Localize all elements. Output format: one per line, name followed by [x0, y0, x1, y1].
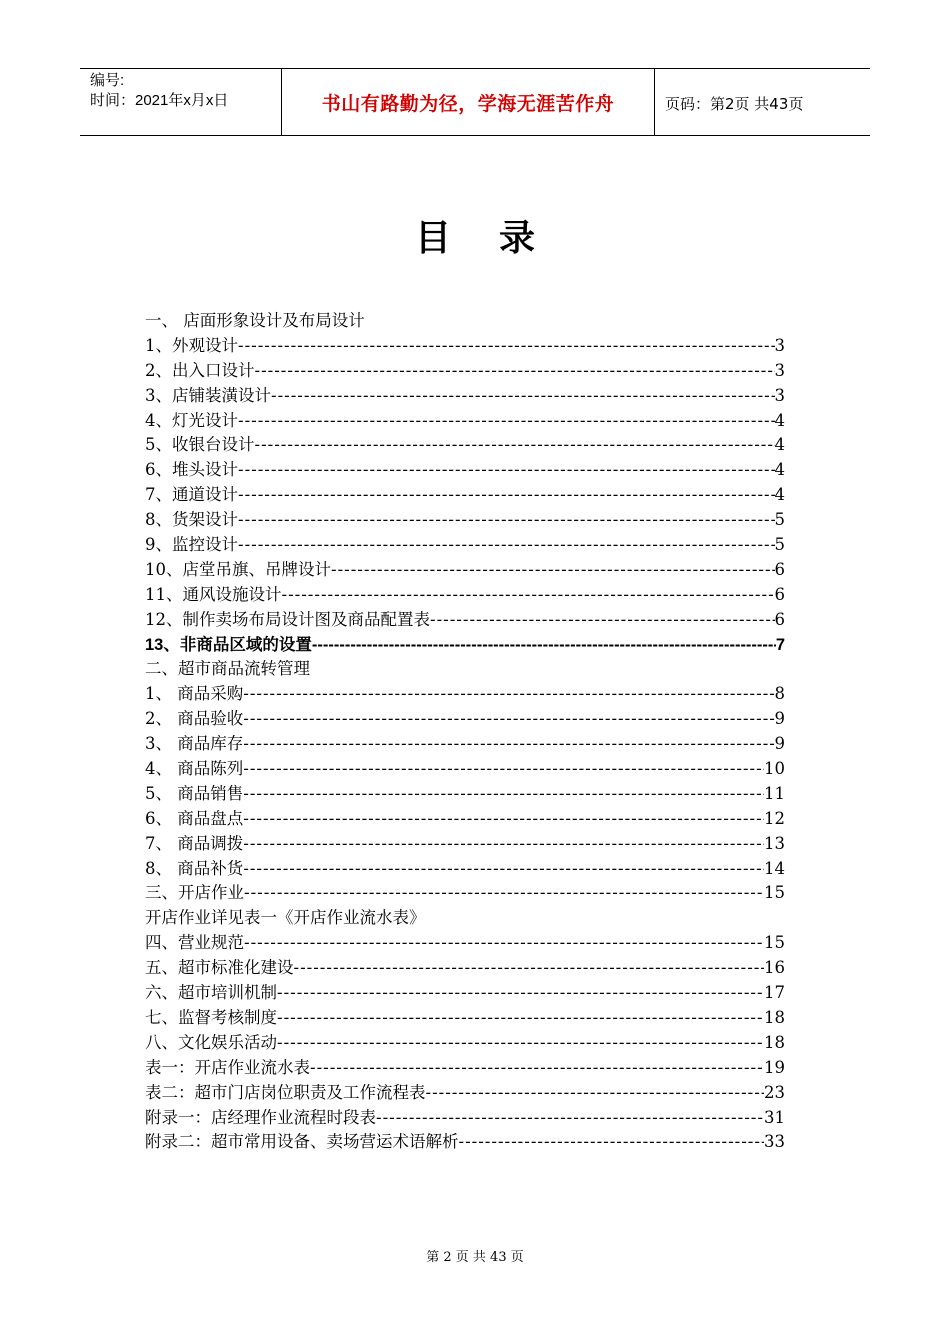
toc-page-number: 4: [774, 410, 785, 430]
toc-entry[interactable]: [145, 855, 785, 880]
toc-entry-title: 9、监控设计: [145, 535, 238, 555]
toc-leader: [282, 581, 775, 609]
toc-entry-title: 二、超市商品流转管理: [145, 659, 310, 679]
toc-entry-title: 4、 商品陈列: [145, 759, 244, 779]
toc-entry[interactable]: [145, 979, 785, 1004]
toc-entry-title: 11、通风设施设计: [145, 584, 282, 604]
toc-entry[interactable]: [145, 481, 785, 506]
toc-leader: [243, 680, 774, 708]
toc-entry-title: 1、 商品采购: [145, 684, 244, 704]
header-page-info: 页码：第2页 共43页: [665, 95, 804, 113]
toc-page-number: 18: [764, 1007, 785, 1027]
toc-page-number: 3: [774, 385, 785, 405]
toc-entry-title: 5、 商品销售: [145, 783, 244, 803]
toc-page-number: 18: [764, 1032, 785, 1052]
page-footer: 第 2 页 共 43 页: [426, 1250, 524, 1265]
toc-page-number: 9: [774, 709, 785, 729]
toc-entry-title: 表二：超市门店岗位职责及工作流程表: [145, 1082, 426, 1102]
toc-entry-title: 七、监督考核制度: [145, 1007, 277, 1027]
toc-page-number: 9: [774, 734, 785, 754]
toc-leader: [271, 382, 775, 410]
table-of-contents: [145, 307, 785, 1153]
toc-leader: [238, 456, 775, 484]
toc-entry[interactable]: [145, 879, 785, 904]
toc-entry-title: 三、开店作业: [145, 883, 244, 903]
toc-page-number: 12: [764, 808, 785, 828]
title-char: 录: [499, 218, 536, 259]
toc-page-number: 6: [774, 609, 785, 629]
header-meta: [90, 71, 228, 111]
toc-entry[interactable]: [145, 1128, 785, 1153]
toc-entry-title: 附录一：店经理作业流程时段表: [145, 1107, 376, 1127]
toc-entry-title: 一、 店面形象设计及布局设计: [145, 311, 365, 330]
toc-entry-title: 2、出入口设计: [145, 360, 255, 380]
toc-entry[interactable]: [145, 1104, 785, 1129]
toc-leader: [312, 631, 776, 659]
toc-entry-title: 4、灯光设计: [145, 410, 238, 430]
toc-page-number: 16: [764, 958, 785, 978]
toc-leader: [331, 556, 775, 584]
toc-entry[interactable]: [145, 556, 785, 581]
toc-entry[interactable]: [145, 606, 785, 631]
toc-entry-title: 表一：开店作业流水表: [145, 1057, 310, 1077]
toc-leader: [277, 1004, 764, 1032]
toc-page-number: 4: [774, 485, 785, 505]
toc-leader: [277, 979, 764, 1007]
toc-page-number: 33: [764, 1132, 785, 1152]
toc-entry[interactable]: [145, 830, 785, 855]
toc-entry[interactable]: [145, 506, 785, 531]
toc-entry-title: 7、 商品调拨: [145, 833, 244, 853]
toc-entry-title: 六、超市培训机制: [145, 983, 277, 1003]
page-title: [0, 210, 950, 261]
toc-entry-title: 5、收银台设计: [145, 435, 255, 455]
toc-leader: [238, 531, 775, 559]
toc-entry-title: 1、外观设计: [145, 335, 238, 355]
toc-entry-title: 6、 商品盘点: [145, 808, 244, 828]
toc-leader: [426, 1079, 765, 1107]
toc-entry[interactable]: [145, 1004, 785, 1029]
toc-page-number: 6: [774, 559, 785, 579]
number-label: 编号:: [90, 72, 125, 89]
toc-entry-title: 8、 商品补货: [145, 858, 244, 878]
toc-page-number: 6: [774, 584, 785, 604]
toc-entry[interactable]: [145, 805, 785, 830]
toc-entry[interactable]: [145, 382, 785, 407]
toc-entry-title: 12、制作卖场布局设计图及商品配置表: [145, 609, 430, 629]
toc-page-number: 4: [774, 435, 785, 455]
toc-entry[interactable]: [145, 755, 785, 780]
toc-entry-title: 2、 商品验收: [145, 709, 244, 729]
toc-entry[interactable]: [145, 655, 785, 680]
toc-leader: [294, 954, 765, 982]
toc-page-number: 15: [764, 883, 785, 903]
toc-entry[interactable]: [145, 904, 785, 929]
toc-entry[interactable]: [145, 531, 785, 556]
toc-page-number: 31: [764, 1107, 785, 1127]
toc-leader: [376, 1104, 764, 1132]
toc-entry[interactable]: [145, 680, 785, 705]
toc-page-number: 5: [774, 510, 785, 530]
toc-entry[interactable]: [145, 929, 785, 954]
toc-page-number: 19: [764, 1057, 785, 1077]
toc-entry-title: 3、 商品库存: [145, 734, 244, 754]
toc-leader: [277, 1029, 764, 1057]
toc-leader: [243, 755, 764, 783]
toc-entry-title: 6、堆头设计: [145, 460, 238, 480]
toc-entry-title: 八、文化娱乐活动: [145, 1032, 277, 1052]
toc-leader: [430, 606, 775, 634]
toc-entry[interactable]: [145, 780, 785, 805]
toc-entry[interactable]: [145, 407, 785, 432]
toc-entry-title: 3、店铺装潢设计: [145, 385, 271, 405]
toc-leader: [244, 879, 764, 907]
toc-entry[interactable]: [145, 431, 785, 456]
toc-page-number: 4: [774, 460, 785, 480]
toc-page-number: 11: [764, 783, 785, 803]
toc-entry[interactable]: [145, 730, 785, 755]
toc-page-number: 17: [764, 983, 785, 1003]
toc-leader: [244, 929, 764, 957]
toc-page-number: 8: [774, 684, 785, 704]
toc-entry[interactable]: [145, 581, 785, 606]
toc-entry[interactable]: [145, 357, 785, 382]
toc-leader: [255, 431, 775, 459]
toc-entry[interactable]: [145, 1029, 785, 1054]
toc-leader: [310, 1054, 764, 1082]
document-header: [80, 68, 870, 136]
toc-leader: [243, 705, 774, 733]
toc-leader: [238, 481, 775, 509]
toc-entry-title: 8、货架设计: [145, 510, 238, 530]
toc-entry-title: 7、通道设计: [145, 485, 238, 505]
toc-page-number: 13: [764, 833, 785, 853]
toc-page-number: 23: [764, 1082, 785, 1102]
toc-entry[interactable]: [145, 631, 785, 656]
toc-page-number: 15: [764, 933, 785, 953]
toc-entry[interactable]: [145, 456, 785, 481]
toc-page-number: 3: [774, 360, 785, 380]
toc-page-number: 14: [764, 858, 785, 878]
toc-leader: [238, 506, 775, 534]
toc-page-number: 3: [774, 335, 785, 355]
toc-leader: [255, 357, 775, 385]
toc-entry[interactable]: [145, 1079, 785, 1104]
toc-leader: [243, 805, 764, 833]
toc-entry-title: 五、超市标准化建设: [145, 958, 294, 978]
toc-page-number: 7: [775, 635, 785, 654]
toc-leader: [238, 407, 775, 435]
toc-entry[interactable]: [145, 332, 785, 357]
toc-leader: [243, 855, 764, 883]
toc-entry[interactable]: [145, 307, 785, 332]
time-label: 时间：2021年x月x日: [90, 92, 229, 109]
toc-leader: [459, 1128, 765, 1156]
toc-page-number: 10: [764, 759, 785, 779]
toc-entry-title: 开店作业详见表一《开店作业流水表》: [145, 908, 426, 928]
toc-leader: [243, 830, 764, 858]
toc-entry[interactable]: [145, 954, 785, 979]
toc-leader: [243, 730, 774, 758]
header-divider: [654, 69, 655, 135]
toc-entry[interactable]: [145, 1054, 785, 1079]
title-char: 目: [414, 218, 451, 259]
toc-entry-title: 附录二：超市常用设备、卖场营运术语解析: [145, 1132, 459, 1152]
toc-leader: [243, 780, 764, 808]
toc-entry-title: 13、非商品区域的设置: [145, 635, 312, 654]
toc-entry-title: 10、店堂吊旗、吊牌设计: [145, 559, 331, 579]
toc-page-number: 5: [774, 535, 785, 555]
header-motto: 书山有路勤为径，学海无涯苦作舟: [321, 92, 615, 115]
toc-entry[interactable]: [145, 705, 785, 730]
toc-entry-title: 四、营业规范: [145, 933, 244, 953]
toc-leader: [238, 332, 775, 360]
